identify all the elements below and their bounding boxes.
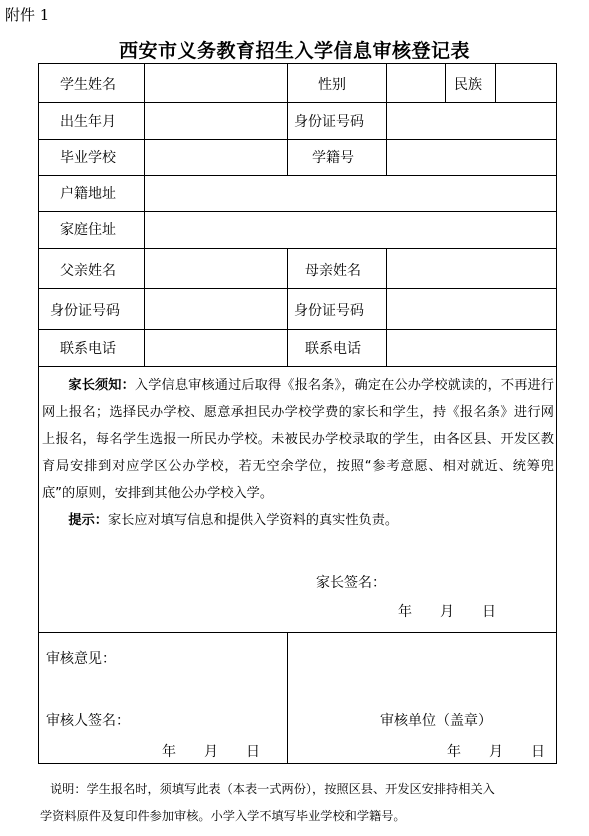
ethnicity-label: 民族 <box>454 77 482 93</box>
row-divider <box>38 288 557 289</box>
footnote-line: 学资料原件及复印件参加审核。小学入学不填写毕业学校和学籍号。 <box>40 809 406 823</box>
home-address-label: 家庭住址 <box>60 222 116 238</box>
row-divider <box>38 632 557 633</box>
table-border-top <box>38 63 557 64</box>
column-divider <box>287 139 288 175</box>
reviewer-date: 年 月 日 <box>162 744 260 760</box>
tip-heading: 提示： <box>68 513 108 528</box>
review-opinion-label: 审核意见： <box>46 651 116 667</box>
parent-notice <box>42 372 554 534</box>
row-divider <box>38 102 557 103</box>
attachment-label: 附件 1 <box>5 6 50 24</box>
column-divider <box>144 63 145 366</box>
table-border-right <box>556 63 557 764</box>
row-divider <box>38 329 557 330</box>
table-border-left <box>38 63 39 764</box>
review-unit-seal-label: 审核单位（盖章） <box>380 713 492 729</box>
footnote <box>50 776 570 803</box>
row-divider <box>38 248 557 249</box>
birth-date-label: 出生年月 <box>60 114 116 130</box>
mother-name-label: 母亲姓名 <box>305 263 361 279</box>
father-id-label: 身份证号码 <box>50 303 120 319</box>
column-divider <box>495 63 496 102</box>
column-divider <box>445 63 446 102</box>
graduate-school-label: 毕业学校 <box>60 150 116 166</box>
form-title: 西安市义务教育招生入学信息审核登记表 <box>118 40 470 62</box>
household-address-label: 户籍地址 <box>60 186 116 202</box>
column-divider <box>386 63 387 175</box>
notice-heading: 家长须知： <box>68 378 135 393</box>
mother-id-label: 身份证号码 <box>294 303 364 319</box>
column-divider <box>287 248 288 366</box>
row-divider <box>38 175 557 176</box>
mother-phone-label: 联系电话 <box>305 341 361 357</box>
table-border-bottom <box>38 763 557 764</box>
footnote-continued <box>40 803 560 830</box>
father-name-label: 父亲姓名 <box>60 263 116 279</box>
student-id-label: 学籍号 <box>312 150 354 166</box>
review-unit-date: 年 月 日 <box>447 744 545 760</box>
tip-body: 家长应对填写信息和提供入学资料的真实性负责。 <box>107 513 399 528</box>
footnote-line: 说明：学生报名时，须填写此表（本表一式两份），按照区县、开发区安排持相关入 <box>50 782 495 796</box>
parent-signature-date: 年 月 日 <box>398 604 496 620</box>
student-name-label: 学生姓名 <box>60 77 116 93</box>
id-number-label: 身份证号码 <box>294 114 364 130</box>
notice-paragraph <box>42 372 554 507</box>
review-divider <box>287 632 288 763</box>
row-divider <box>38 139 557 140</box>
row-divider <box>38 366 557 367</box>
tip-paragraph <box>42 507 554 534</box>
notice-body: 入学信息审核通过后取得《报名条》，确定在公办学校就读的，不再进行网上报名；选择民办学校、愿意承担民办学校学费的家长和学生，持《报名条》进行网上报名，每名学生选报一所民办学校。未被民办学校录取的学生，由各区县、开发区教育局安排到对应学区公办学校，若无空余学位，按照“参考意愿、相对就近、统筹兜底”的原则，安排到其他公办学校入学。 <box>42 378 554 501</box>
column-divider <box>386 248 387 366</box>
reviewer-signature-label: 审核人签名： <box>46 713 130 729</box>
column-divider <box>287 63 288 139</box>
father-phone-label: 联系电话 <box>60 341 116 357</box>
gender-label: 性别 <box>318 77 346 93</box>
parent-signature-label: 家长签名： <box>316 575 386 591</box>
row-divider <box>38 211 557 212</box>
